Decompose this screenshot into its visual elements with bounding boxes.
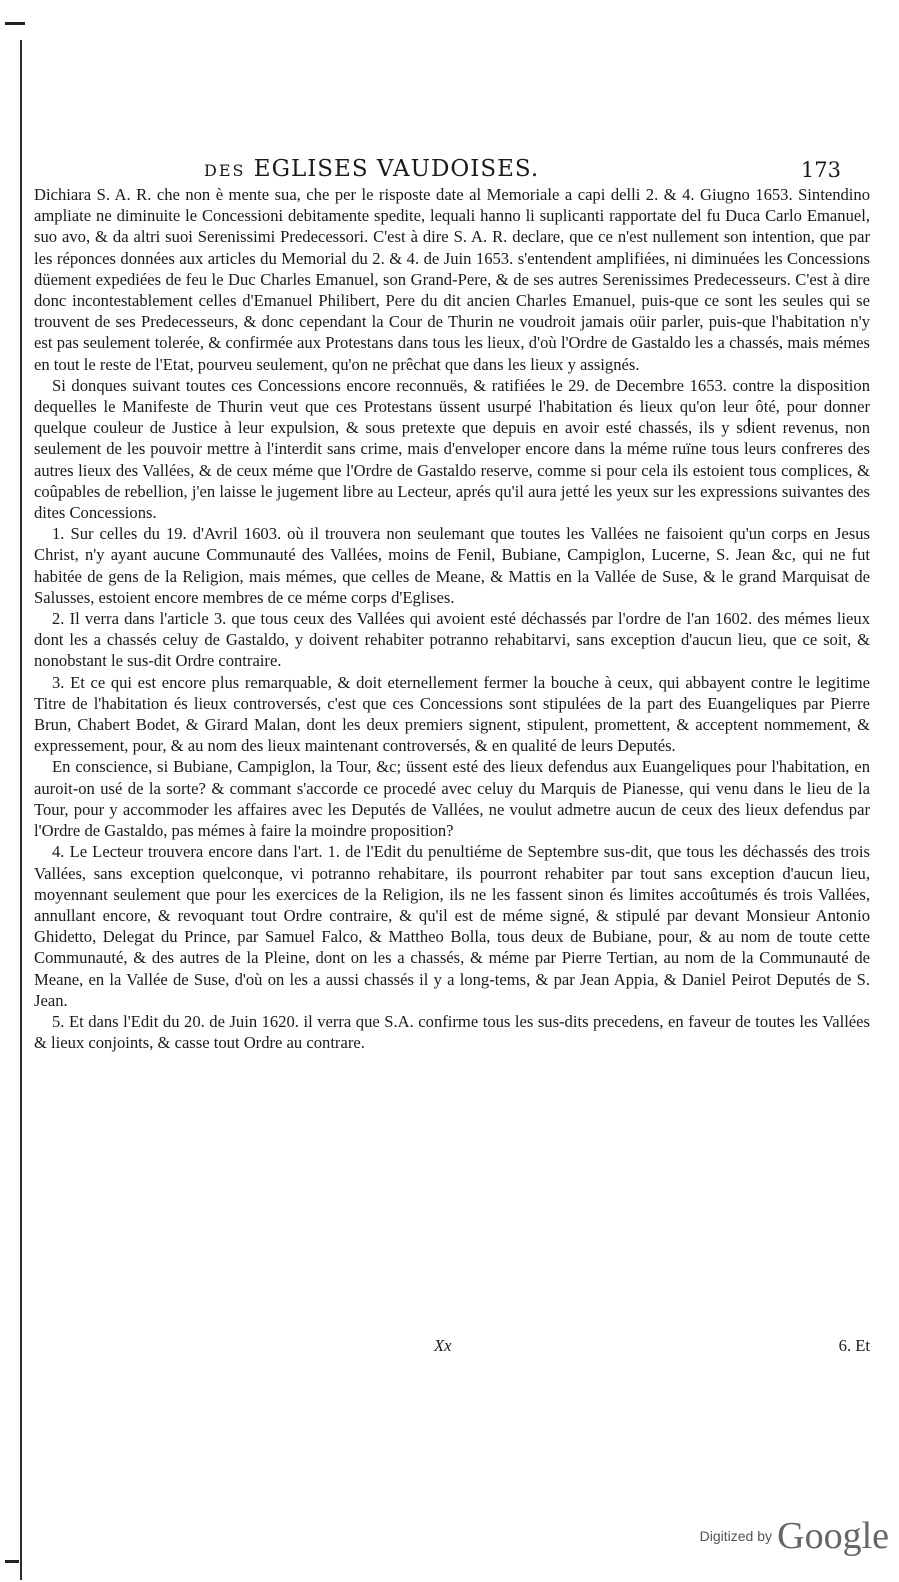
paragraph: Dichiara S. A. R. che non è mente sua, che per le risposte date al Memoriale a capi delli 2. & 4. Giugno 1653. Sintendino ampliate ne diminuite le Concessioni debitamente spedite, lequali hanno li suplicanti rapportate del fu Duca Carlo Emanuel, suo avo, & da altri suoi Serenissimi Predecessori. C'est à dire S. A. R. declare, que ce n'est nullement son intention, que par les réponces données aux articles du Memorial du 2. & 4. de Juin 1653. s'entendent amplifiées, ni diminuées les Concessions düement expediées de feu le Duc Charles Emanuel, son Grand-Pere, & de ses autres Serenissimes Predecesseurs. C'est à dire donc incontestablement celles d'Emanuel Philibert, Pere du dit ancien Charles Emanuel, puis-que ce sont les seules qui se trouvent de ses Predecesseurs, & donc cependant la Cour de Thurin ne voudroit jamais oüir parler, puis-que l'habitation n'y est pas seulement tolerée, & confirmée aux Protestans dans tous les lieux, d'où l'Ordre de Gastaldo les a chassés, mais mémes en tout le reste de l'Etat, pourveu seulement, qu'on ne prêchat que dans les lieux y assignés. [34,185,870,374]
paragraph: 5. Et dans l'Edit du 20. de Juin 1620. il verra que S.A. confirme tous les sus-dits precedens, en faveur de toutes les Vallées & lieux conjoints, & casse tout Ordre au contrare. [34,1011,870,1053]
body-text [34,184,870,1053]
paragraph: En conscience, si Bubiane, Campiglon, la Tour, &c; üssent esté des lieux defendus aux Euangeliques pour l'habitation, en auroit-on usé de la sorte? & commant s'accorde ce procedé avec celuy du Marquis de Pianesse, qui venu dans le lieu de la Tour, pour y accommoder les affaires avec les Deputés de Vallées, ne voulut admetre aucun de ceux des lieux defendus par l'Ordre de Gastaldo, pas mémes à faire la moindre proposition? [34,757,870,841]
running-header [34,156,865,186]
header-title-main: EGLISES VAUDOISES. [253,156,540,182]
page-gutter-line [20,40,22,1580]
header-title-prefix: DES [204,161,246,180]
header-title [204,156,539,182]
paragraph: 3. Et ce qui est encore plus remarquable, & doit eternellement fermer la bouche à ceux, qui abbayent contre le legitime Titre de l'habitation és lieux controversés, c'est que ces Concessions sont stipulées de la part des Euangeliques par Pierre Brun, Chabert Bodet, & Girard Malan, dont les deux premiers signent, stipulent, promettent, & acceptent nommement, & expressement, pour, & au nom des lieux maintenant controversés, & en qualité de leurs Deputés. [34,672,870,756]
corner-mark [5,22,25,25]
page-footer [34,1336,870,1360]
page-number: 173 [800,158,841,182]
catchword: 6. Et [838,1336,870,1355]
corner-mark-bottom [5,1560,19,1563]
paragraph: Si donques suivant toutes ces Concessions encore reconnuës, & ratifiées le 29. de Decembre 1653. contre la disposition dequelles le Manifeste de Thurin veut que ces Protestans üssent usurpé l'habitation és lieux qu'on leur ôté, pour donner quelque couleur de Justice à leur expulsion, & sous pretexte que depuis en avoir esté chassés, ils y soient revenus, non seulement de les pouvoir mettre à l'interdit sans crime, mais d'enveloper encore dans la méme ruïne tous leurs confreres des autres lieux des Vallées, & de ceux méme que l'Ordre de Gastaldo reserve, comme si pour cela ils estoient tous complices, & coûpables de rebellion, j'en laisse le jugement libre au Lecteur, aprés qu'il aura jetté les yeux sur les expressions suivantes des dites Concessions. [34,375,870,523]
google-logo: Google [777,1515,889,1557]
paragraph: 1. Sur celles du 19. d'Avril 1603. où il trouvera non seulemant que toutes les Vallées ne faisoient qu'un corps en Jesus Christ, n'y ayant aucune Communauté des Vallées, moins de Fenil, Bubiane, Campiglon, Lucerne, S. Jean &c, qui ne fut habitée de gens de la Religion, mais mémes, que celles de Meane, & Mattis en la Vallée de Suse, & le grand Marquisat de Salusses, estoient encore membres de ce méme corps d'Eglises. [34,524,870,607]
paragraph: 4. Le Lecteur trouvera encore dans l'art. 1. de l'Edit du penultiéme de Septembre sus-dit, que tous les déchassés des trois Vallées, sans exception quelconque, vi potranno rehabitare, ils pourront rehabiter par tout sans exception d'aucun lieu, moyennant seulement que pour les exercices de la Religion, ils ne les fassent sinon és limites accoûtumés és trois Vallées, annullant encore, & revoquant tout Ordre contraire, & qu'il est de méme signé, & stipulé par devant Monsieur Antonio Ghidetto, Delegat du Prince, par Samuel Falco, & Mattheo Bolla, tous deux de Bubiane, pour, & au nom de toute cette Communauté, & des autres de la Pleine, dont on les a chassés, & méme par Pierre Tertian, au nom de la Communauté de Meane, en la Vallée de Suse, d'où on les a aussi chassés il y a long-tems, & par Jean Appia, & Daniel Peirot Deputés de S. Jean. [34,842,870,1010]
paragraph: 2. Il verra dans l'article 3. que tous ceux des Vallées qui avoient esté déchassés par l'ordre de l'an 1602. des mémes lieux dont les a chassés celuy de Gastaldo, y doivent rehabiter potranno rehabitarvi, sans exception d'aucun lieu, que ce soit, & nonobstant le sus-dit Ordre contraire. [34,609,870,671]
signature-mark: Xx [434,1336,452,1355]
digitized-by-label: Digitized by [699,1528,773,1544]
digitized-watermark [699,1514,889,1557]
